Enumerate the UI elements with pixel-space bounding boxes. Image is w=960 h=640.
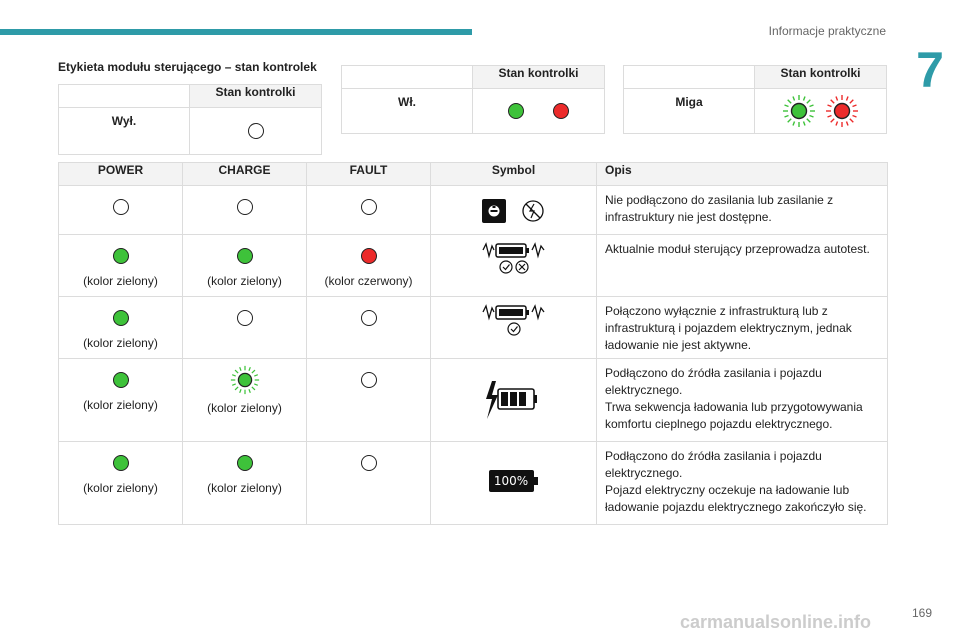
self-test-symbol-icon xyxy=(482,241,546,275)
led-off-icon xyxy=(361,455,377,471)
status-led-cell xyxy=(755,89,887,134)
watermark: carmanualsonline.info xyxy=(680,612,872,632)
led-off-icon xyxy=(361,372,377,388)
connected-idle-symbol-icon xyxy=(482,303,546,337)
led-color-caption: (kolor zielony) xyxy=(83,274,158,288)
row-description-line: Pojazd elektryczny oczekuje na ładowanie lub ładowanie pojazdu elektrycznego zakończyło się. xyxy=(605,483,867,514)
led-color-caption: (kolor zielony) xyxy=(83,481,158,495)
column-header-symbol: Symbol xyxy=(431,163,597,186)
row-description: Aktualnie moduł sterujący przeprowadza autotest. xyxy=(597,235,888,297)
column-header-charge: CHARGE xyxy=(183,163,307,186)
led-off-icon xyxy=(113,199,129,215)
led-red-icon xyxy=(553,103,569,119)
status-table-empty-header xyxy=(59,85,190,108)
led-green-icon xyxy=(113,372,129,388)
led-red-icon xyxy=(361,248,377,264)
status-table-header: Stan kontrolki xyxy=(473,66,605,89)
status-table-on xyxy=(341,65,605,134)
status-led-cell xyxy=(190,108,322,155)
column-header-power: POWER xyxy=(59,163,183,186)
led-red-blinking-icon xyxy=(825,94,859,128)
row-description xyxy=(597,359,888,442)
row-description: Połączono wyłącznie z infrastrukturą lub z infrastrukturą i pojazdem elektrycznym, jednak ładowanie nie jest aktywne. xyxy=(597,297,888,359)
status-table-empty-header xyxy=(342,66,473,89)
table-row xyxy=(59,235,888,297)
status-led-cell xyxy=(473,89,605,134)
column-header-description: Opis xyxy=(597,163,888,186)
table-row xyxy=(59,442,888,525)
battery-level-label: 100% xyxy=(493,474,529,488)
led-color-caption: (kolor zielony) xyxy=(207,274,282,288)
table-row xyxy=(59,186,888,235)
led-color-caption: (kolor zielony) xyxy=(83,336,158,350)
status-label-blink: Miga xyxy=(624,89,755,134)
status-table-empty-header xyxy=(624,66,755,89)
led-green-icon xyxy=(237,248,253,264)
status-table-header: Stan kontrolki xyxy=(755,66,887,89)
page-header-title: Informacje praktyczne xyxy=(768,24,886,38)
row-description-line: Podłączono do źródła zasilania i pojazdu elektrycznego. xyxy=(605,366,822,397)
row-description xyxy=(597,442,888,525)
led-off-icon xyxy=(361,310,377,326)
status-label-on: Wł. xyxy=(342,89,473,134)
led-off-icon xyxy=(248,123,264,139)
page-number: 169 xyxy=(911,606,932,620)
led-off-icon xyxy=(361,199,377,215)
table-row xyxy=(59,297,888,359)
no-power-symbol-icon xyxy=(482,198,546,224)
led-off-icon xyxy=(237,199,253,215)
battery-full-icon xyxy=(489,470,539,492)
led-color-caption: (kolor zielony) xyxy=(207,401,282,415)
led-green-blinking-icon xyxy=(230,365,260,395)
status-table-off xyxy=(58,84,322,155)
chapter-number: 7 xyxy=(916,42,944,98)
led-green-icon xyxy=(113,310,129,326)
row-description: Nie podłączono do zasilania lub zasilanie z infrastruktury nie jest dostępne. xyxy=(597,186,888,235)
led-green-icon xyxy=(508,103,524,119)
led-color-caption: (kolor zielony) xyxy=(83,398,158,412)
table-row xyxy=(59,359,888,442)
led-color-caption: (kolor czerwony) xyxy=(324,274,413,288)
led-green-icon xyxy=(237,455,253,471)
led-color-caption: (kolor zielony) xyxy=(207,481,282,495)
led-off-icon xyxy=(237,310,253,326)
led-green-icon xyxy=(113,248,129,264)
led-green-icon xyxy=(113,455,129,471)
row-description-line: Trwa sekwencja ładowania lub przygotowywania komfortu cieplnego pojazdu elektrycznego. xyxy=(605,400,863,431)
status-table-header: Stan kontrolki xyxy=(190,85,322,108)
column-header-fault: FAULT xyxy=(307,163,431,186)
status-label-off: Wył. xyxy=(59,108,190,155)
status-table-blink xyxy=(623,65,887,134)
led-status-table xyxy=(58,162,888,525)
section-title: Etykieta modułu sterującego – stan kontrolek xyxy=(58,60,317,74)
row-description-line: Podłączono do źródła zasilania i pojazdu elektrycznego. xyxy=(605,449,822,480)
led-green-blinking-icon xyxy=(782,94,816,128)
header-accent-bar xyxy=(0,29,472,35)
charging-battery-icon xyxy=(484,375,544,423)
